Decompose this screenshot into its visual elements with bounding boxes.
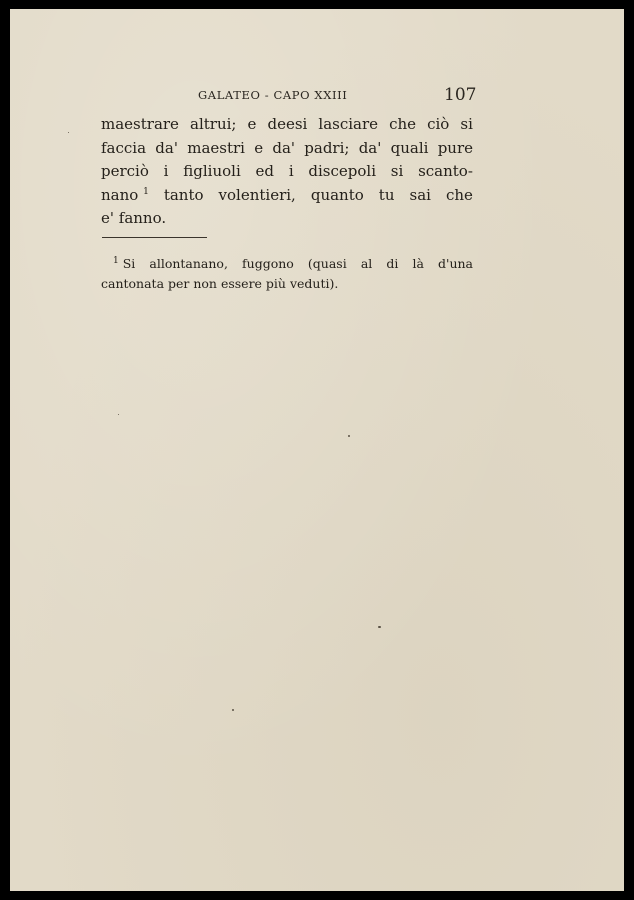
- footnote-line-2: [101, 274, 473, 294]
- body-line-5: [101, 207, 473, 231]
- word: volentieri,: [218, 185, 296, 204]
- word: pure: [437, 138, 473, 157]
- page-number: 107: [444, 85, 477, 105]
- footnote-separator: [102, 237, 207, 238]
- word: padri;: [304, 138, 350, 157]
- word: lasciare: [318, 115, 379, 133]
- word: allontanano,: [149, 256, 228, 271]
- word: e: [254, 138, 264, 157]
- paper-speck: [68, 132, 69, 133]
- line-text: cantonata per non essere più veduti).: [101, 275, 339, 291]
- word: da': [272, 138, 296, 157]
- word: da': [155, 138, 178, 157]
- word: discepoli: [308, 162, 377, 180]
- book-page: [10, 9, 624, 891]
- paper-speck: [348, 435, 350, 437]
- word: i: [288, 162, 294, 180]
- word: altrui;: [190, 115, 237, 133]
- body-paragraph: [101, 113, 473, 231]
- word: deesi: [267, 115, 308, 133]
- word: che: [445, 185, 473, 204]
- word: maestrare: [101, 115, 179, 133]
- word: si: [390, 162, 404, 180]
- paper-speck: [232, 709, 234, 711]
- word: di: [386, 256, 399, 271]
- footnote-marker: 1: [113, 255, 119, 266]
- word: al: [360, 256, 373, 271]
- word: si: [460, 115, 473, 133]
- word: figliuoli: [183, 162, 241, 180]
- word: sai: [409, 185, 431, 204]
- word: tu: [378, 185, 395, 204]
- line-text: e' fanno.: [101, 209, 167, 227]
- word: perciò: [101, 162, 149, 180]
- word: e: [247, 115, 257, 133]
- word: ciò: [427, 115, 450, 133]
- footnote-reference: 1: [143, 186, 149, 197]
- word: d'una: [438, 256, 473, 271]
- paper-speck: [378, 626, 381, 628]
- body-line-4: [101, 184, 473, 208]
- word: i: [163, 162, 169, 180]
- paper-speck: [118, 414, 119, 415]
- word: scanto-: [418, 162, 473, 180]
- footnote-first-word: $^1$ Si: [113, 255, 136, 271]
- word: che: [389, 115, 417, 133]
- footnote-line-1: [101, 254, 473, 274]
- word: tanto: [163, 185, 204, 204]
- running-title: GALATEO - CAPO XXIII: [198, 88, 348, 102]
- footnote: [101, 254, 473, 293]
- word: da': [358, 138, 382, 157]
- body-line-1: [101, 113, 473, 137]
- word: (quasi: [307, 256, 347, 271]
- word: là: [412, 256, 424, 271]
- word-with-footnote-ref: nano $^1$: [101, 185, 149, 204]
- body-line-3: [101, 160, 473, 184]
- word: maestri: [187, 138, 245, 157]
- page-header: [10, 86, 624, 110]
- body-line-2: [101, 137, 473, 161]
- word: quanto: [310, 185, 364, 204]
- word: ed: [255, 162, 275, 180]
- word: fuggono: [242, 256, 294, 271]
- word: quali: [390, 138, 429, 157]
- word: faccia: [101, 138, 147, 157]
